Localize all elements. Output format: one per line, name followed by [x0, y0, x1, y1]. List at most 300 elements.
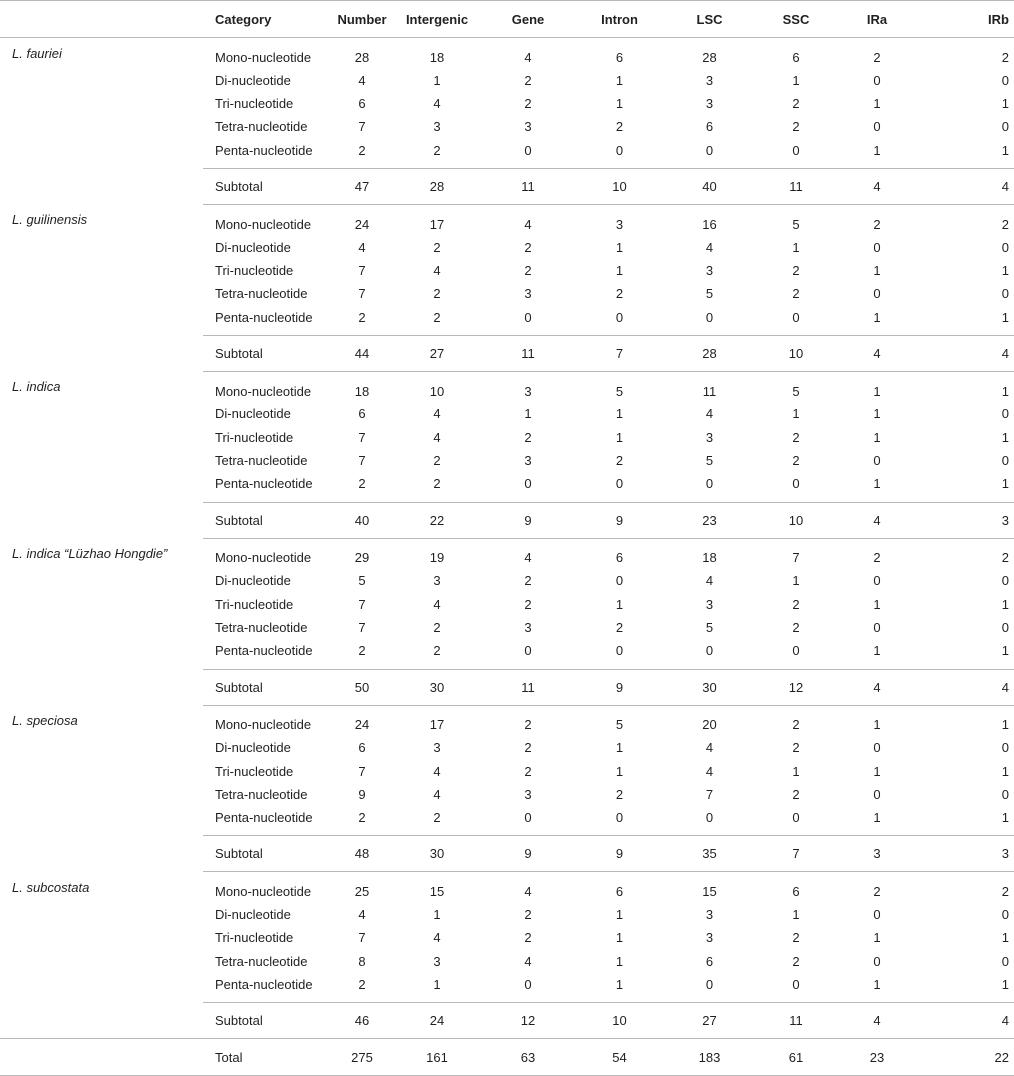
ira-cell: 4 [839, 1003, 915, 1039]
ssc-cell: 0 [792, 977, 800, 993]
number-cell: 7 [358, 262, 366, 278]
irb-cell: 0 [1001, 239, 1009, 255]
category-cell: Di-nucleotide [215, 406, 291, 422]
intergenic-cell: 2 [433, 643, 441, 659]
category-cell: Tetra-nucleotide [215, 619, 308, 635]
number-cell: 9 [358, 786, 366, 802]
ira-cell: 2 [873, 550, 881, 566]
intron-cell: 0 [615, 476, 624, 492]
ssc-cell: 2 [792, 596, 800, 612]
irb-cell: 4 [915, 669, 1014, 705]
number-cell: 275 [333, 1039, 391, 1076]
lsc-cell: 3 [705, 72, 714, 88]
header-intron: Intron [573, 1, 666, 38]
lsc-cell: 0 [705, 977, 714, 993]
irb-cell: 22 [915, 1039, 1014, 1076]
irb-cell: 1 [1001, 476, 1009, 492]
gene-cell: 2 [524, 763, 532, 779]
category-cell: Mono-nucleotide [215, 49, 312, 65]
lsc-cell: 0 [705, 142, 714, 158]
irb-cell: 4 [915, 168, 1014, 204]
number-cell: 2 [358, 643, 366, 659]
lsc-cell: 23 [666, 502, 753, 538]
ssc-cell: 1 [792, 907, 800, 923]
species-cell: L. guilinensis [12, 212, 88, 228]
intergenic-cell: 2 [433, 239, 441, 255]
lsc-cell: 3 [705, 262, 714, 278]
gene-cell: 0 [524, 309, 532, 325]
number-cell: 2 [358, 977, 366, 993]
category-cell: Tri-nucleotide [215, 262, 294, 278]
header-ssc: SSC [753, 1, 839, 38]
gene-cell: 4 [524, 49, 532, 65]
intergenic-cell: 24 [391, 1003, 483, 1039]
ssc-cell: 2 [792, 453, 800, 469]
ssc-cell: 2 [792, 429, 800, 445]
ira-cell: 0 [873, 953, 881, 969]
irb-cell: 0 [1001, 119, 1009, 135]
intron-cell: 5 [615, 717, 624, 733]
lsc-cell: 28 [666, 335, 753, 371]
ssc-cell: 6 [792, 884, 800, 900]
intron-cell: 7 [573, 335, 666, 371]
gene-cell: 3 [524, 383, 532, 399]
category-cell: Penta-nucleotide [215, 309, 313, 325]
header-ira: IRa [839, 1, 915, 38]
intergenic-cell: 3 [433, 740, 441, 756]
ira-cell: 4 [839, 168, 915, 204]
ira-cell: 1 [873, 930, 881, 946]
irb-cell: 1 [1001, 596, 1009, 612]
ira-cell: 0 [873, 740, 881, 756]
category-cell: Tetra-nucleotide [215, 953, 308, 969]
intron-cell: 0 [615, 573, 624, 589]
intron-cell: 1 [615, 953, 624, 969]
irb-cell: 3 [915, 836, 1014, 872]
number-cell: 4 [358, 907, 366, 923]
ira-cell: 0 [873, 907, 881, 923]
intron-cell: 2 [615, 619, 624, 635]
ssc-cell: 11 [753, 1003, 839, 1039]
intergenic-cell: 17 [429, 717, 445, 733]
ira-cell: 4 [839, 335, 915, 371]
ira-cell: 1 [873, 643, 881, 659]
intergenic-cell: 1 [433, 907, 441, 923]
number-cell: 25 [354, 884, 370, 900]
number-cell: 7 [358, 119, 366, 135]
ssc-cell: 10 [753, 335, 839, 371]
intergenic-cell: 2 [433, 142, 441, 158]
lsc-cell: 11 [702, 383, 717, 399]
lsc-cell: 30 [666, 669, 753, 705]
intron-cell: 6 [615, 884, 624, 900]
gene-cell: 3 [524, 119, 532, 135]
intron-cell: 1 [615, 907, 624, 923]
irb-cell: 0 [1001, 619, 1009, 635]
ssc-cell: 2 [792, 717, 800, 733]
intergenic-cell: 2 [433, 286, 441, 302]
lsc-cell: 4 [705, 740, 714, 756]
intergenic-cell: 22 [391, 502, 483, 538]
gene-cell: 4 [524, 216, 532, 232]
intergenic-cell: 4 [433, 763, 441, 779]
ira-cell: 1 [873, 763, 881, 779]
number-cell: 2 [358, 810, 366, 826]
gene-cell: 4 [524, 550, 532, 566]
lsc-cell: 15 [702, 884, 717, 900]
gene-cell: 2 [524, 717, 532, 733]
ira-cell: 4 [839, 669, 915, 705]
irb-cell: 2 [1001, 550, 1009, 566]
lsc-cell: 3 [705, 907, 714, 923]
ira-cell: 0 [873, 119, 881, 135]
ssc-cell: 61 [753, 1039, 839, 1076]
ssc-cell: 5 [792, 216, 800, 232]
intergenic-cell: 4 [433, 429, 441, 445]
ssc-cell: 12 [753, 669, 839, 705]
lsc-cell: 18 [702, 550, 717, 566]
number-cell: 40 [333, 502, 391, 538]
category-cell: Mono-nucleotide [215, 717, 312, 733]
ira-cell: 1 [873, 383, 881, 399]
intron-cell: 9 [573, 836, 666, 872]
number-cell: 7 [358, 453, 366, 469]
table-row [0, 705, 1014, 736]
intergenic-cell: 4 [433, 95, 441, 111]
number-cell: 50 [333, 669, 391, 705]
category-cell: Di-nucleotide [215, 573, 291, 589]
category-cell: Tri-nucleotide [215, 429, 294, 445]
intron-cell: 2 [615, 286, 624, 302]
intergenic-cell: 2 [433, 309, 441, 325]
intergenic-cell: 28 [391, 168, 483, 204]
lsc-cell: 16 [702, 216, 717, 232]
species-cell: L. subcostata [12, 879, 90, 895]
intergenic-cell: 30 [391, 836, 483, 872]
intergenic-cell: 4 [433, 406, 441, 422]
gene-cell: 63 [483, 1039, 573, 1076]
lsc-cell: 183 [666, 1039, 753, 1076]
ira-cell: 0 [873, 286, 881, 302]
category-cell: Subtotal [203, 168, 333, 204]
number-cell: 6 [358, 95, 366, 111]
gene-cell: 0 [524, 142, 532, 158]
intron-cell: 1 [615, 930, 624, 946]
ssc-cell: 10 [753, 502, 839, 538]
intergenic-cell: 2 [433, 453, 441, 469]
ssc-cell: 1 [792, 573, 800, 589]
ira-cell: 3 [839, 836, 915, 872]
intron-cell: 10 [573, 1003, 666, 1039]
lsc-cell: 27 [666, 1003, 753, 1039]
ssc-cell: 2 [792, 953, 800, 969]
header-lsc: LSC [666, 1, 753, 38]
irb-cell: 0 [1001, 286, 1009, 302]
lsc-cell: 6 [705, 119, 714, 135]
irb-cell: 1 [1001, 95, 1009, 111]
number-cell: 8 [358, 953, 366, 969]
number-cell: 47 [333, 168, 391, 204]
gene-cell: 2 [524, 596, 532, 612]
irb-cell: 0 [1001, 573, 1009, 589]
intergenic-cell: 2 [433, 810, 441, 826]
intergenic-cell: 15 [429, 884, 445, 900]
table-row [0, 204, 1014, 235]
ira-cell: 0 [873, 239, 881, 255]
irb-cell: 0 [1001, 453, 1009, 469]
intergenic-cell: 3 [433, 119, 441, 135]
ssc-cell: 5 [792, 383, 800, 399]
category-cell: Penta-nucleotide [215, 810, 313, 826]
species-cell: L. speciosa [12, 713, 78, 729]
category-cell: Di-nucleotide [215, 239, 291, 255]
intron-cell: 1 [615, 596, 624, 612]
gene-cell: 2 [524, 907, 532, 923]
intergenic-cell: 2 [433, 476, 441, 492]
ira-cell: 1 [873, 95, 881, 111]
gene-cell: 2 [524, 930, 532, 946]
ssc-cell: 6 [792, 49, 800, 65]
ira-cell: 1 [873, 977, 881, 993]
gene-cell: 3 [524, 619, 532, 635]
lsc-cell: 7 [705, 786, 714, 802]
intron-cell: 1 [615, 740, 624, 756]
ira-cell: 0 [873, 453, 881, 469]
header-intergenic: Intergenic [391, 1, 483, 38]
irb-cell: 2 [1001, 884, 1009, 900]
lsc-cell: 4 [705, 406, 714, 422]
ssc-cell: 2 [792, 786, 800, 802]
gene-cell: 2 [524, 95, 532, 111]
intron-cell: 10 [573, 168, 666, 204]
gene-cell: 12 [483, 1003, 573, 1039]
category-cell: Subtotal [203, 1003, 333, 1039]
lsc-cell: 5 [705, 619, 714, 635]
intergenic-cell: 18 [429, 49, 445, 65]
ira-cell: 1 [873, 406, 881, 422]
number-cell: 5 [358, 573, 366, 589]
gene-cell: 0 [524, 643, 532, 659]
gene-cell: 2 [524, 429, 532, 445]
irb-cell: 0 [1001, 72, 1009, 88]
intergenic-cell: 17 [429, 216, 445, 232]
header-species [0, 1, 203, 38]
number-cell: 28 [354, 49, 370, 65]
irb-cell: 1 [1001, 643, 1009, 659]
intron-cell: 6 [615, 49, 624, 65]
irb-cell: 1 [1001, 810, 1009, 826]
intergenic-cell: 1 [433, 72, 441, 88]
header-category: Category [203, 1, 333, 38]
gene-cell: 9 [483, 836, 573, 872]
lsc-cell: 20 [702, 717, 717, 733]
irb-cell: 0 [1001, 740, 1009, 756]
ssc-cell: 1 [792, 763, 800, 779]
ssc-cell: 2 [792, 740, 800, 756]
table-row [0, 538, 1014, 569]
category-cell: Penta-nucleotide [215, 142, 313, 158]
number-cell: 4 [358, 72, 366, 88]
category-cell: Di-nucleotide [215, 740, 291, 756]
ssc-cell: 2 [792, 286, 800, 302]
irb-cell: 1 [1001, 717, 1009, 733]
lsc-cell: 28 [702, 49, 717, 65]
ssc-cell: 0 [792, 476, 800, 492]
category-cell: Subtotal [203, 335, 333, 371]
lsc-cell: 3 [705, 95, 714, 111]
ssc-cell: 1 [792, 72, 800, 88]
number-cell: 48 [333, 836, 391, 872]
ira-cell: 0 [873, 619, 881, 635]
ira-cell: 1 [873, 810, 881, 826]
irb-cell: 0 [1001, 786, 1009, 802]
gene-cell: 3 [524, 786, 532, 802]
intron-cell: 1 [615, 763, 624, 779]
intron-cell: 0 [615, 643, 624, 659]
ira-cell: 1 [873, 309, 881, 325]
intron-cell: 1 [615, 429, 624, 445]
ira-cell: 2 [873, 884, 881, 900]
intergenic-cell: 3 [433, 573, 441, 589]
intron-cell: 2 [615, 786, 624, 802]
intergenic-cell: 161 [391, 1039, 483, 1076]
ssc-cell: 2 [792, 119, 800, 135]
category-cell: Mono-nucleotide [215, 216, 312, 232]
ssc-cell: 0 [792, 142, 800, 158]
irb-cell: 2 [1001, 216, 1009, 232]
ira-cell: 2 [873, 216, 881, 232]
lsc-cell: 0 [705, 643, 714, 659]
intron-cell: 5 [615, 383, 624, 399]
category-cell: Tri-nucleotide [215, 763, 294, 779]
category-cell: Di-nucleotide [215, 72, 291, 88]
ira-cell: 4 [839, 502, 915, 538]
irb-cell: 2 [1001, 49, 1009, 65]
lsc-cell: 3 [705, 596, 714, 612]
irb-cell: 3 [915, 502, 1014, 538]
category-cell: Di-nucleotide [215, 907, 291, 923]
intron-cell: 0 [615, 309, 624, 325]
intron-cell: 9 [573, 669, 666, 705]
irb-cell: 1 [1001, 309, 1009, 325]
number-cell: 24 [354, 717, 370, 733]
ssc-cell: 7 [753, 836, 839, 872]
irb-cell: 0 [1001, 406, 1009, 422]
lsc-cell: 6 [705, 953, 714, 969]
intergenic-cell: 1 [433, 977, 441, 993]
ssc-cell: 0 [792, 309, 800, 325]
lsc-cell: 5 [705, 453, 714, 469]
irb-cell: 0 [1001, 953, 1009, 969]
lsc-cell: 4 [705, 573, 714, 589]
category-cell: Subtotal [203, 502, 333, 538]
header-number: Number [333, 1, 391, 38]
ira-cell: 1 [873, 476, 881, 492]
ssc-cell: 7 [792, 550, 800, 566]
category-cell: Tri-nucleotide [215, 596, 294, 612]
header-gene: Gene [483, 1, 573, 38]
table-row [0, 872, 1014, 903]
intergenic-cell: 27 [391, 335, 483, 371]
irb-cell: 1 [1001, 383, 1009, 399]
category-cell: Tetra-nucleotide [215, 119, 308, 135]
gene-cell: 4 [524, 884, 532, 900]
intron-cell: 6 [615, 550, 624, 566]
lsc-cell: 40 [666, 168, 753, 204]
number-cell: 18 [354, 383, 370, 399]
number-cell: 46 [333, 1003, 391, 1039]
lsc-cell: 35 [666, 836, 753, 872]
irb-cell: 1 [1001, 977, 1009, 993]
ssc-cell: 2 [792, 930, 800, 946]
intron-cell: 0 [615, 142, 624, 158]
irb-cell: 4 [915, 1003, 1014, 1039]
intergenic-cell: 4 [433, 262, 441, 278]
category-cell: Penta-nucleotide [215, 476, 313, 492]
intergenic-cell: 3 [433, 953, 441, 969]
table-row [0, 38, 1014, 69]
category-cell: Subtotal [203, 669, 333, 705]
gene-cell: 0 [524, 977, 532, 993]
gene-cell: 11 [483, 669, 573, 705]
ssc-cell: 11 [753, 168, 839, 204]
gene-cell: 2 [524, 573, 532, 589]
lsc-cell: 5 [705, 286, 714, 302]
intergenic-cell: 4 [433, 930, 441, 946]
intron-cell: 1 [615, 95, 624, 111]
header-irb: IRb [915, 1, 1014, 38]
lsc-cell: 0 [705, 309, 714, 325]
category-cell: Tetra-nucleotide [215, 286, 308, 302]
gene-cell: 1 [524, 406, 532, 422]
category-cell: Tetra-nucleotide [215, 453, 308, 469]
total-row [0, 1039, 1014, 1076]
gene-cell: 3 [524, 286, 532, 302]
gene-cell: 0 [524, 476, 532, 492]
intron-cell: 1 [615, 262, 624, 278]
intergenic-cell: 19 [429, 550, 445, 566]
ira-cell: 0 [873, 72, 881, 88]
category-cell: Penta-nucleotide [215, 643, 313, 659]
gene-cell: 4 [524, 953, 532, 969]
irb-cell: 1 [1001, 262, 1009, 278]
number-cell: 7 [358, 286, 366, 302]
intergenic-cell: 10 [429, 383, 445, 399]
category-cell: Mono-nucleotide [215, 884, 312, 900]
lsc-cell: 3 [705, 429, 714, 445]
species-cell: L. indica [12, 379, 61, 395]
species-cell: L. indica “Lüzhao Hongdie” [12, 546, 168, 562]
ira-cell: 2 [873, 49, 881, 65]
total-spacer [0, 1039, 203, 1076]
lsc-cell: 3 [705, 930, 714, 946]
gene-cell: 2 [524, 239, 532, 255]
ira-cell: 1 [873, 142, 881, 158]
category-cell: Subtotal [203, 836, 333, 872]
ira-cell: 0 [873, 786, 881, 802]
species-cell: L. fauriei [12, 46, 62, 61]
irb-cell: 1 [1001, 429, 1009, 445]
ssc-cell: 2 [792, 262, 800, 278]
ira-cell: 0 [873, 573, 881, 589]
gene-cell: 2 [524, 262, 532, 278]
number-cell: 7 [358, 930, 366, 946]
number-cell: 2 [358, 142, 366, 158]
lsc-cell: 4 [705, 239, 714, 255]
number-cell: 2 [358, 476, 366, 492]
gene-cell: 9 [483, 502, 573, 538]
category-cell: Total [203, 1039, 333, 1076]
